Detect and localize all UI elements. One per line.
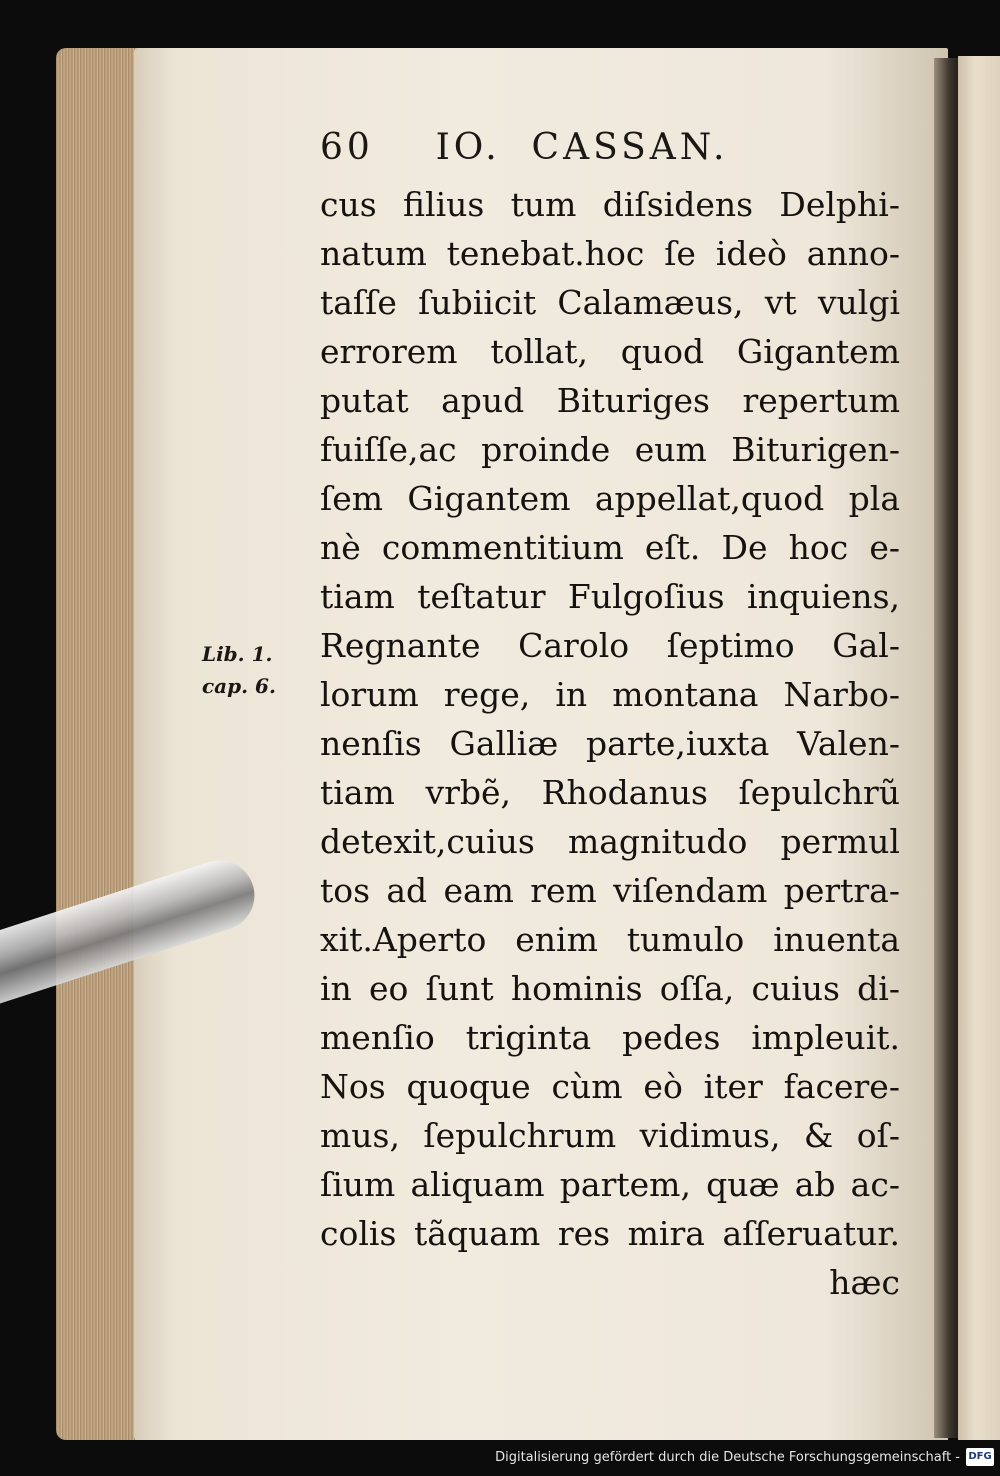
dfg-logo: DFG xyxy=(966,1448,994,1466)
text-line: tos ad eam rem viſendam pertra- xyxy=(320,871,900,910)
text-line: mus, ſepulchrum vidimus, & oſ- xyxy=(320,1116,900,1155)
text-line: errorem tollat, quod Gigantem xyxy=(320,332,900,371)
text-line: colis tãquam res mira aſſeruatur. xyxy=(320,1214,900,1253)
margin-note xyxy=(202,638,312,702)
text-line: taſſe ſubiicit Calamæus, vt vulgi xyxy=(320,283,900,322)
text-line: ſium aliquam partem, quæ ab ac- xyxy=(320,1165,900,1204)
margin-note-line: cap. 6. xyxy=(202,674,276,698)
margin-note-line: Lib. 1. xyxy=(202,642,273,666)
footer-bar xyxy=(0,1440,1000,1476)
text-line: nè commentitium eſt. De hoc e- xyxy=(320,528,900,567)
text-line: detexit,cuius magnitudo permul xyxy=(320,822,900,861)
text-line: cus filius tum diſsidens Delphi- xyxy=(320,185,900,224)
text-line: tiam vrbẽ, Rhodanus ſepulchrũ xyxy=(320,773,900,812)
text-line: Nos quoque cùm eò iter facere- xyxy=(320,1067,900,1106)
text-line: Regnante Carolo ſeptimo Gal- xyxy=(320,626,900,665)
running-header: 60 IO. CASSAN. xyxy=(320,127,729,168)
text-line: xit.Aperto enim tumulo inuenta xyxy=(320,920,900,959)
text-line: menſio triginta pedes impleuit. xyxy=(320,1018,900,1057)
text-line: nenſis Galliæ parte,iuxta Valen- xyxy=(320,724,900,763)
text-line: ſem Gigantem appellat,quod pla xyxy=(320,479,900,518)
text-line: in eo ſunt hominis oſſa, cuius di- xyxy=(320,969,900,1008)
facing-page-edge xyxy=(958,56,1000,1440)
text-line: tiam teſtatur Fulgoſius inquiens, xyxy=(320,577,900,616)
footer-credit: Digitalisierung gefördert durch die Deutsche Forschungsgemeinschaft - xyxy=(495,1450,960,1465)
catchword: hæc xyxy=(829,1263,900,1302)
text-line: fuiſſe,ac proinde eum Biturigen- xyxy=(320,430,900,469)
text-line: natum tenebat.hoc ſe ideò anno- xyxy=(320,234,900,273)
body-text xyxy=(320,180,900,1307)
text-line: putat apud Bituriges repertum xyxy=(320,381,900,420)
text-line: lorum rege, in montana Narbo- xyxy=(320,675,900,714)
